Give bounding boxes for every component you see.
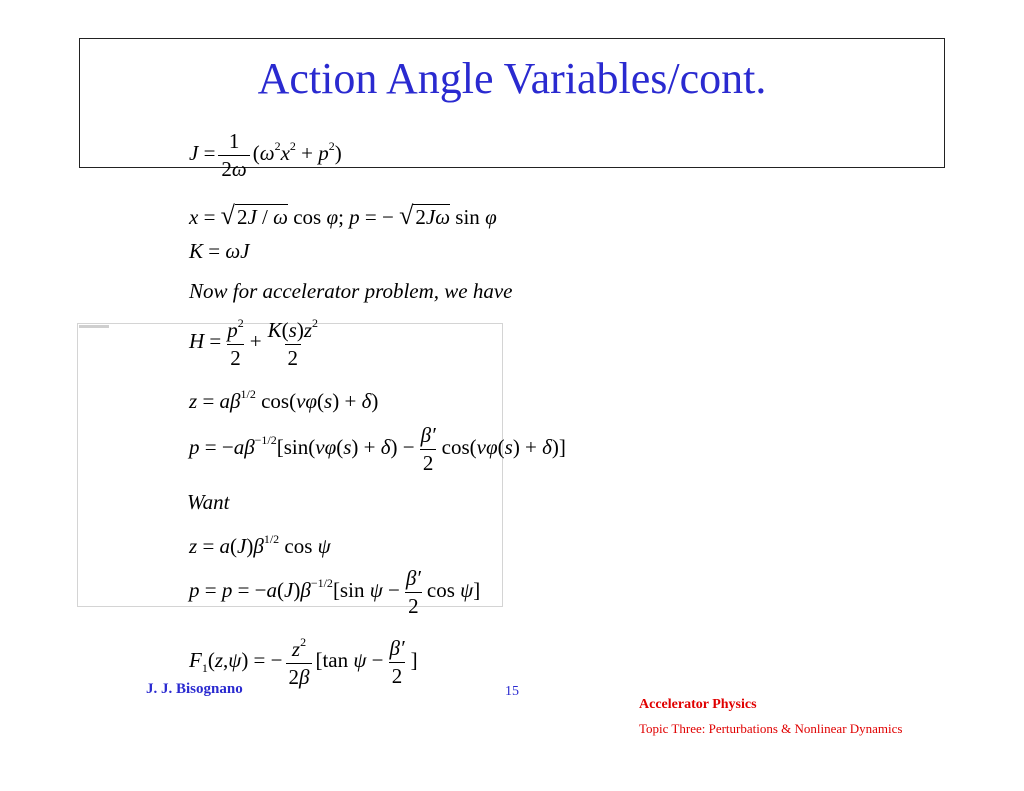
equation-math: J = $\frac{1}{2\omega}$ $(\omega^2x^2 + p^2)$: [189, 129, 342, 181]
equation-math: K = ωJ: [189, 239, 250, 263]
equation-math: $p = p = -a(J)\beta^{-1/2}[\sin$ ψ − $\frac{\beta'}{2}$ cos ψ]: [189, 566, 481, 618]
footer-topic: Topic Three: Perturbations & Nonlinear Dynamics: [639, 721, 903, 736]
equation-j-definition: [189, 131, 342, 180]
equation-k-definition: [189, 241, 250, 262]
footer-page-number: 15: [505, 684, 519, 699]
embedded-image-caption: [79, 325, 109, 328]
equation-x-p: [189, 203, 497, 229]
equation-math: $p = -a\beta^{-1/2}[\sin(\nu\varphi(s) + \delta)$ − $\frac{\beta'}{2}$ cos(νφ(s) + δ)]: [189, 423, 566, 475]
slide-title: Action Angle Variables/cont.: [257, 54, 767, 103]
footer-course-title: Accelerator Physics: [639, 697, 757, 712]
equation-math: $F_1(z,\psi)$ = − $\frac{z^2}{2\beta}$ [tan ψ − $\frac{\beta'}{2}$ ]: [189, 635, 418, 689]
equation-math: x = √2J / ω cos φ; p = − √2Jω sin φ: [189, 201, 497, 230]
equation-p-want: [189, 568, 480, 617]
equation-math: $z = a(J)\beta^{1/2}$ cos ψ: [189, 532, 331, 558]
text-want: Want: [187, 490, 230, 514]
footer-author: J. J. Bisognano: [146, 681, 243, 697]
equation-math: $z = a\beta^{1/2}$ cos(νφ(s) + δ): [189, 387, 379, 413]
equation-p-solution: [189, 425, 566, 474]
equation-hamiltonian: [189, 317, 324, 369]
equation-z-want: [189, 533, 331, 557]
equation-z-solution: [189, 388, 378, 412]
text-now-for-accelerator: Now for accelerator problem, we have: [189, 279, 513, 303]
equation-math: H = $\frac{p^2}{2}$ + $\frac{K(s)z^2}{2}$: [189, 316, 318, 370]
